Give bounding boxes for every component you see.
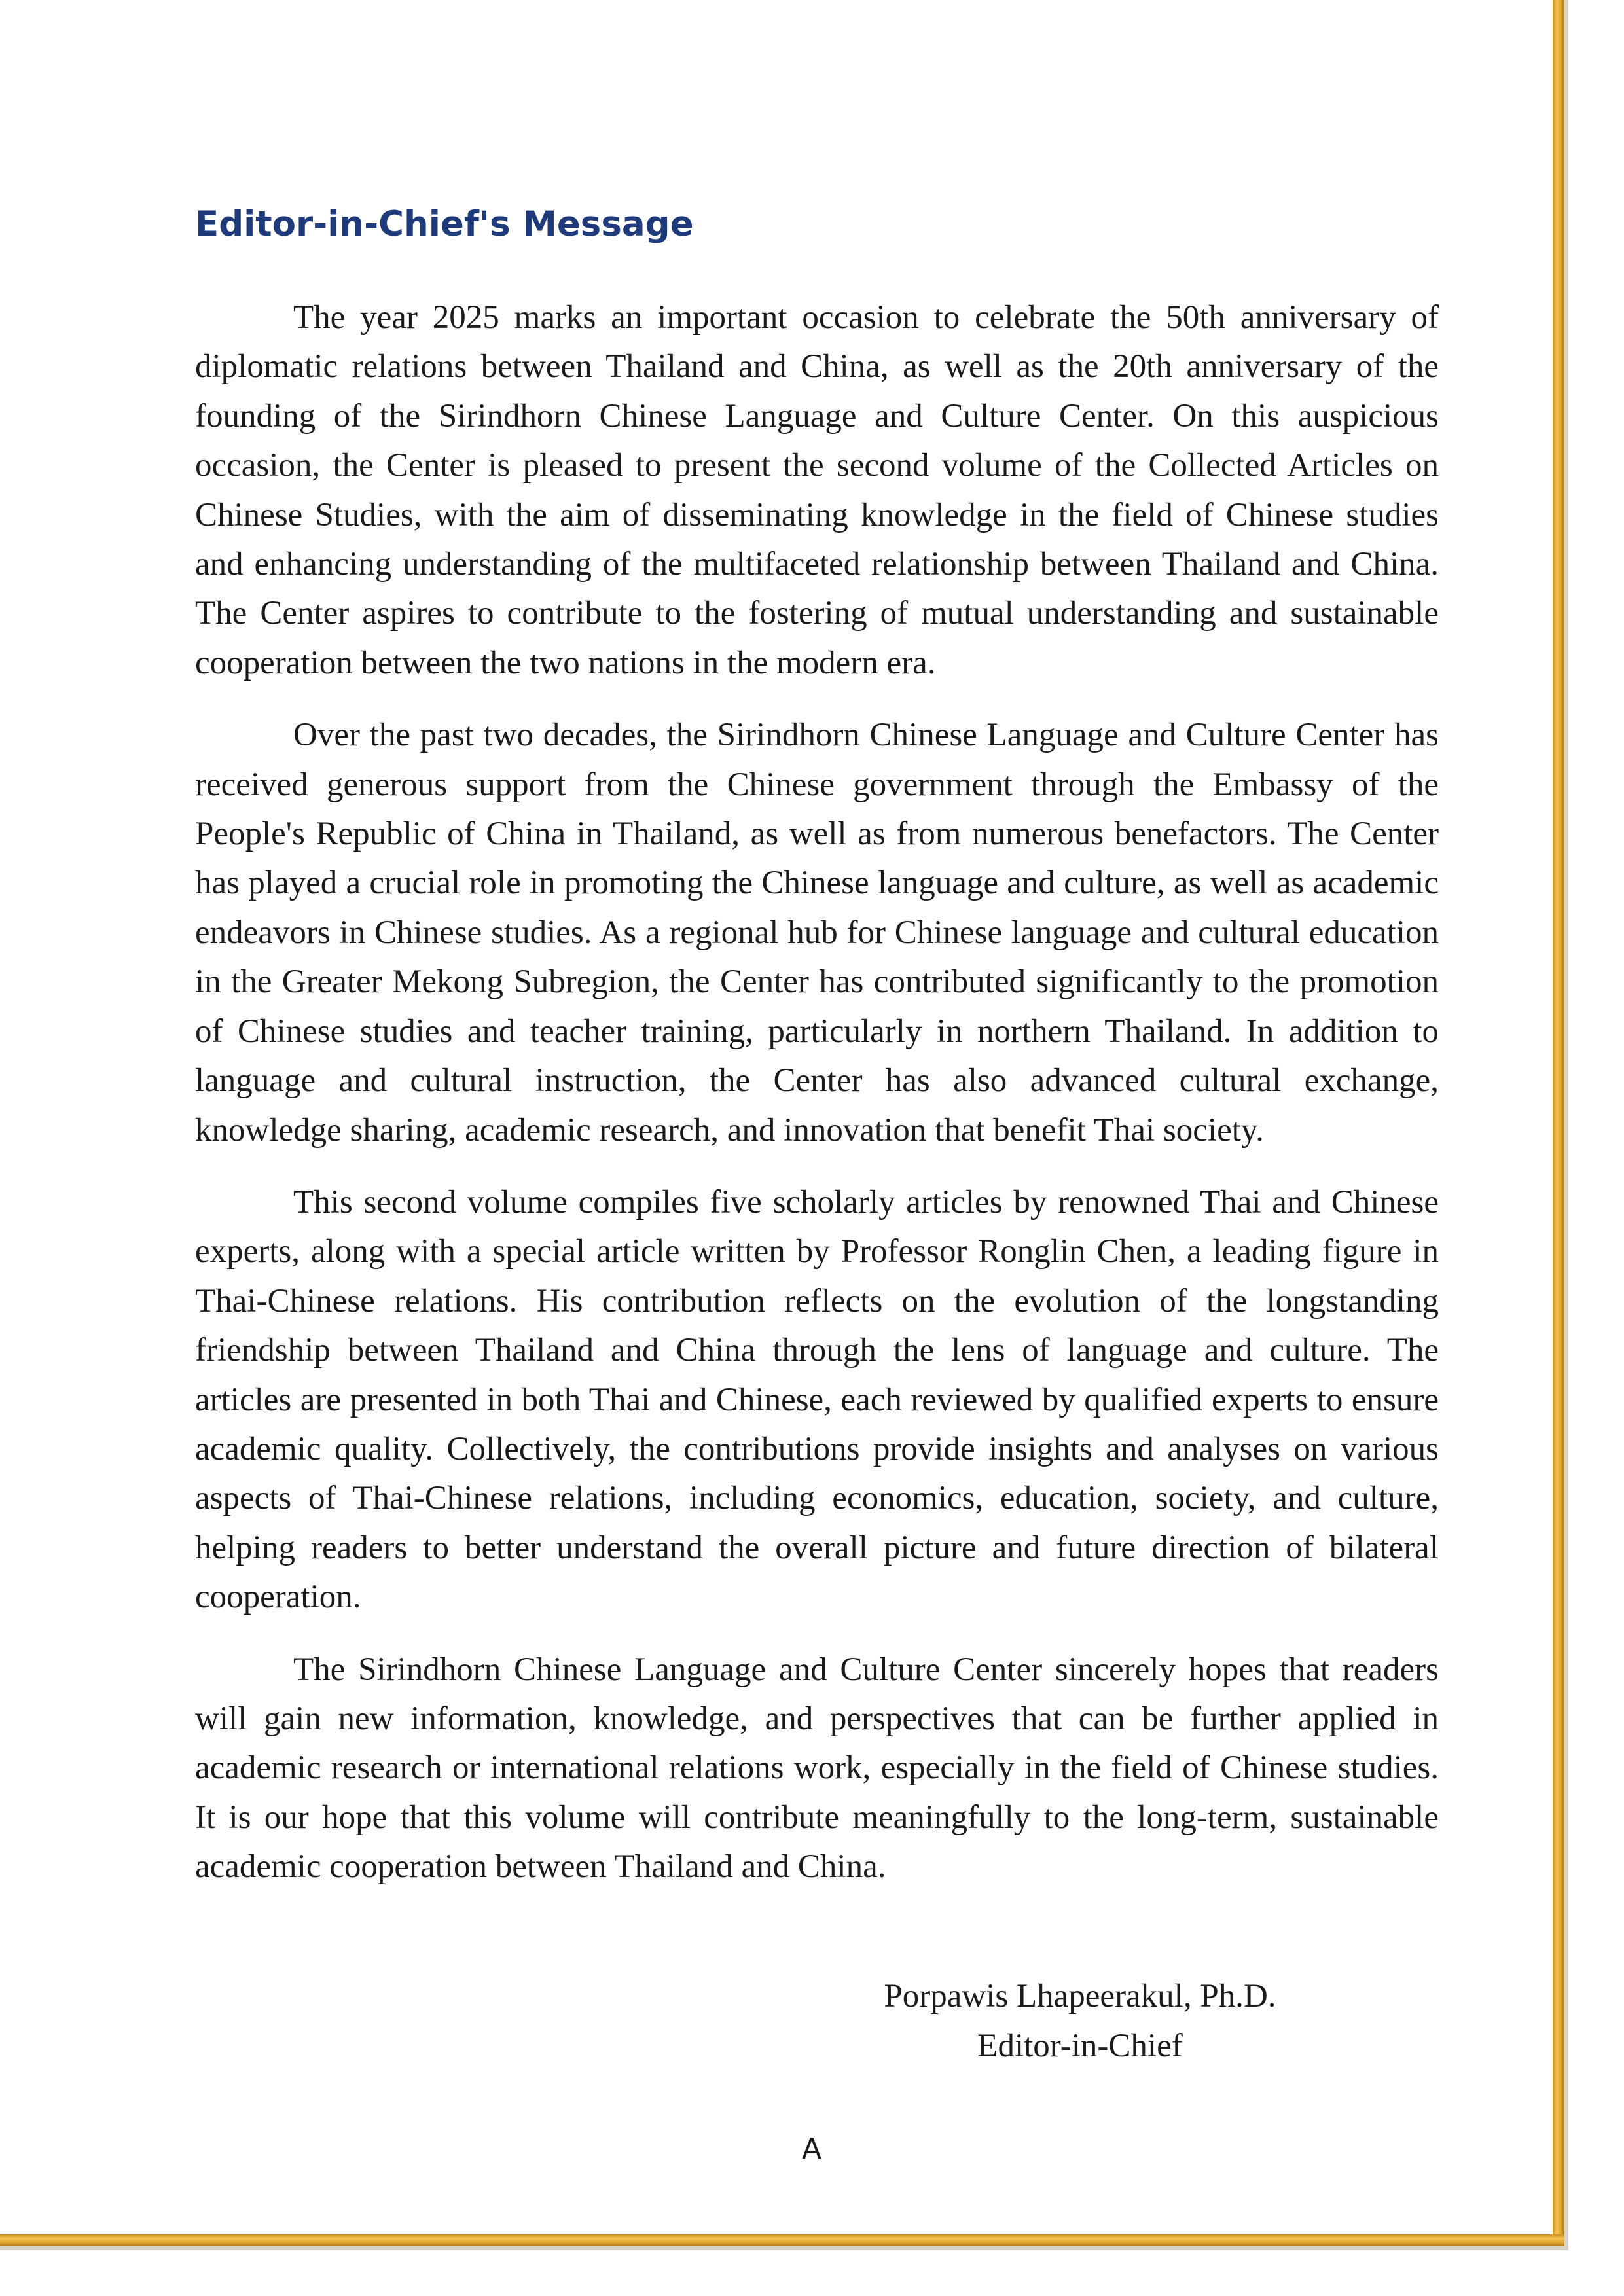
page-border-right — [1553, 0, 1564, 2246]
paragraph-1: The year 2025 marks an important occasion to celebrate the 50th anniversary of diplomatic relations between Thailand and China, as well as the 20th anniversary of the founding of the Sirindhorn Chinese Language and Culture Center. On this auspicious occasion, the Center is pleased to present the second volume of the Collected Articles on Chinese Studies, with the aim of disseminating knowledge in the field of Chinese studies and enhancing understanding of the multifaceted relationship between Thailand and China. The Center aspires to contribute to the fostering of mutual understanding and sustainable cooperation between the two nations in the modern era. — [195, 299, 1439, 681]
signature-name: Porpawis Lhapeerakul, Ph.D. — [884, 1978, 1276, 2015]
paragraph-3: This second volume compiles five scholarly articles by renowned Thai and Chinese experts, along with a special article written by Professor Ronglin Chen, a leading figure in Thai-Chinese relations. His contribution reflects on the evolution of the longstanding friendship between Thailand and China through the lens of language and culture. The articles are presented in both Thai and Chinese, each reviewed by qualified experts to ensure academic quality. Collectively, the contributions provide insights and analyses on various aspects of Thai-Chinese relations, including economics, education, society, and culture, helping readers to better understand the overall picture and future direction of bilateral cooperation. — [195, 1183, 1439, 1616]
page-border-right-shadow — [1564, 0, 1568, 2249]
signature-title: Editor-in-Chief — [977, 2028, 1183, 2064]
page-number: A — [801, 2132, 822, 2166]
paragraph-4: The Sirindhorn Chinese Language and Culture Center sincerely hopes that readers will gain new information, knowledge, and perspectives that can be further applied in academic research or international relations work, especially in the field of Chinese studies. It is our hope that this volume will contribute meaningfully to the long-term, sustainable academic cooperation between Thailand and China. — [195, 1651, 1439, 1886]
page-border-bottom — [0, 2234, 1564, 2246]
page-title: Editor-in-Chief's Message — [195, 204, 694, 244]
paragraph-2: Over the past two decades, the Sirindhorn Chinese Language and Culture Center has received generous support from the Chinese government through the Embassy of the People's Republic of China in Thailand, as well as from numerous benefactors. The Center has played a crucial role in promoting the Chinese language and culture, as well as academic endeavors in Chinese studies. As a regional hub for Chinese language and cultural education in the Greater Mekong Subregion, the Center has contributed significantly to the promotion of Chinese studies and teacher training, particularly in northern Thailand. In addition to language and cultural instruction, the Center has also advanced cultural exchange, knowledge sharing, academic research, and innovation that benefit Thai society. — [195, 717, 1439, 1149]
signature-block — [720, 1971, 1440, 2071]
message-body — [195, 293, 1439, 1915]
page-border-bottom-shadow — [0, 2246, 1568, 2250]
